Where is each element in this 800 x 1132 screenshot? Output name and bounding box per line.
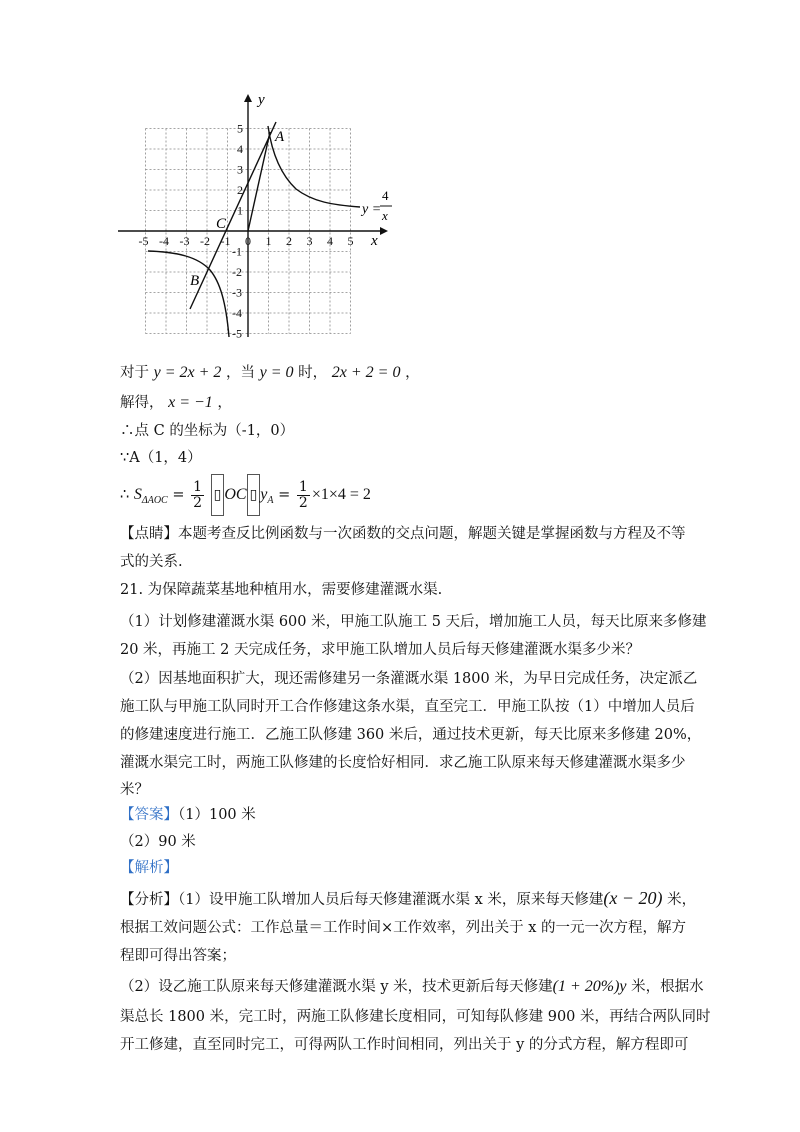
oc-box: ▯ xyxy=(211,474,225,516)
fenxi-line-4 xyxy=(120,977,704,997)
dianjing-tag: 【点睛】 xyxy=(120,526,178,542)
point-b-label: B xyxy=(190,273,200,289)
expression: (x − 20) xyxy=(603,888,663,908)
text: （2）设乙施工队原来每天修建灌溉水渠 y 米，技术更新后每天修建 xyxy=(120,979,553,995)
problem-21-part2-line1: （2）因基地面积扩大，现还需修建另一条灌溉水渠 1800 米，为早日完成任务，决定派乙 xyxy=(120,671,698,687)
problem-21-part2-line3: 的修建速度进行施工．乙施工队修建 360 米后，通过技术更新，每天比原来多修建 20%， xyxy=(120,727,702,743)
point-c-label: C xyxy=(216,216,227,232)
y-tick-label: 4 xyxy=(237,142,243,156)
y-tick-label: -4 xyxy=(232,306,242,320)
x-tick-label: -4 xyxy=(159,234,169,248)
equals: = xyxy=(278,487,291,503)
fenxi-line-6: 开工修建，直至同时完工，可得两队工作时间相同，列出关于 y 的分式方程，解方程即可 xyxy=(120,1037,689,1053)
product: ×1×4 = 2 xyxy=(311,486,371,503)
coordinate-graph xyxy=(118,92,398,342)
answer-tag: 【答案】 xyxy=(120,807,178,823)
text: 对于 xyxy=(120,365,149,381)
ya-value: $y_A$ xyxy=(260,486,274,507)
y-tick-label: -3 xyxy=(232,285,242,300)
y-tick-label: 2 xyxy=(237,183,243,197)
problem-21-title: 21. 为保障蔬菜基地种植用水，需要修建灌溉水渠. xyxy=(120,582,443,598)
point-a-label: A xyxy=(275,129,285,145)
equals: = xyxy=(172,487,185,503)
text: ， xyxy=(217,395,232,411)
curve-label-num: 4 xyxy=(382,188,389,203)
text: 米， xyxy=(662,892,697,908)
answer-line-2: （2）90 米 xyxy=(120,834,196,850)
dianjing-line-1 xyxy=(120,524,686,544)
therefore-symbol: ∴ xyxy=(120,487,130,503)
x-tick-label: 4 xyxy=(327,234,333,248)
x-tick-label: 2 xyxy=(286,234,292,248)
problem-21-part2-line2: 施工队与甲施工队同时开工合作修建这条水渠，直至完工．甲施工队按（1）中增加人员后 xyxy=(120,699,695,715)
x-tick-label: 5 xyxy=(347,234,354,248)
area-symbol: $S_{\Delta AOC}$ xyxy=(133,486,168,507)
equation: y = 0 xyxy=(259,364,294,381)
y-tick-label: -2 xyxy=(232,265,242,279)
x-tick-label: -2 xyxy=(200,234,210,248)
jiexi-tag: 【解析】 xyxy=(120,860,178,876)
text: 解得， xyxy=(120,395,164,411)
problem-21-part2-line4: 灌溉水渠完工时，两施工队修建的长度恰好相同．求乙施工队原来每天修建灌溉水渠多少 xyxy=(120,755,686,771)
problem-21-part1-line1: （1）计划修建灌溉水渠 600 米，甲施工队施工 5 天后，增加施工人员，每天比原来多修建 xyxy=(120,614,707,630)
x-axis-label: x xyxy=(371,233,378,249)
x-tick-label: 0 xyxy=(245,234,251,248)
y-axis-label: y xyxy=(258,92,265,108)
curve-label-y: y = xyxy=(362,202,382,217)
fenxi-line-3: 程即可得出答案； xyxy=(120,948,236,964)
x-tick-label: 3 xyxy=(306,234,313,248)
text: 本题考查反比例函数与一次函数的交点问题，解题关键是掌握函数与方程及不等 xyxy=(178,526,686,542)
fenxi-tag: 【分析】 xyxy=(120,892,178,908)
y-tick-label: -5 xyxy=(232,326,242,341)
hyperbola-branch-negative xyxy=(148,251,229,337)
y-tick-label: 1 xyxy=(237,203,243,218)
solution-line-2 xyxy=(120,393,232,413)
x-tick-labels xyxy=(139,234,354,248)
curve-label-den: x xyxy=(382,208,388,223)
text: 米，根据水 xyxy=(626,979,704,995)
solution-line-3: ∴点 C 的坐标为（-1，0） xyxy=(120,423,295,439)
y-tick-label: -1 xyxy=(232,244,242,259)
y-tick-label: 3 xyxy=(237,162,243,177)
oc-segment: OC xyxy=(224,486,247,503)
equation: 2x + 2 = 0 xyxy=(331,364,401,381)
fraction-half: $\frac{1}{2}$ xyxy=(193,478,203,511)
x-tick-label: -5 xyxy=(138,234,149,248)
x-tick-label: -1 xyxy=(220,234,231,248)
answer-line-1 xyxy=(120,805,256,825)
text: ，当 xyxy=(226,365,256,381)
solution-line-1 xyxy=(120,363,420,383)
solution-line-4: ∵A（1，4） xyxy=(120,450,202,466)
text: ， xyxy=(405,365,420,381)
fenxi-line-5: 渠总长 1800 米，完工时，两施工队修建长度相同，可知每队修建 900 米，再结合两队同时 xyxy=(120,1009,711,1025)
fraction-half-2: $\frac{1}{2}$ xyxy=(298,478,308,511)
ya-box: ▯ xyxy=(247,474,261,516)
fenxi-line-2: 根据工效问题公式：工作总量＝工作时间×工作效率，列出关于 x 的一元一次方程，解方 xyxy=(120,920,687,936)
text: （1）设甲施工队增加人员后每天修建灌溉水渠 x 米，原来每天修建 xyxy=(178,892,604,908)
problem-21-part2-line5: 米？ xyxy=(120,782,149,798)
line-y-2x-plus-2 xyxy=(190,122,276,309)
x-tick-label: 1 xyxy=(265,234,272,248)
text: 时， xyxy=(298,365,328,381)
equation: y = 2x + 2 xyxy=(153,364,222,381)
equation: x = −1 xyxy=(168,394,213,411)
solution-line-5 xyxy=(120,474,371,521)
problem-21-part1-line2: 20 米，再施工 2 天完成任务，求甲施工队增加人员后每天修建灌溉水渠多少米？ xyxy=(120,642,641,658)
expression: (1 + 20%)y xyxy=(552,978,627,995)
x-tick-label: -3 xyxy=(179,234,190,248)
axes xyxy=(118,94,388,337)
answer-1: （1）100 米 xyxy=(178,807,256,823)
line-oa xyxy=(248,132,270,231)
fenxi-line-1 xyxy=(120,888,696,910)
dianjing-line-2: 式的关系. xyxy=(120,554,183,570)
y-tick-label: 5 xyxy=(237,121,243,136)
